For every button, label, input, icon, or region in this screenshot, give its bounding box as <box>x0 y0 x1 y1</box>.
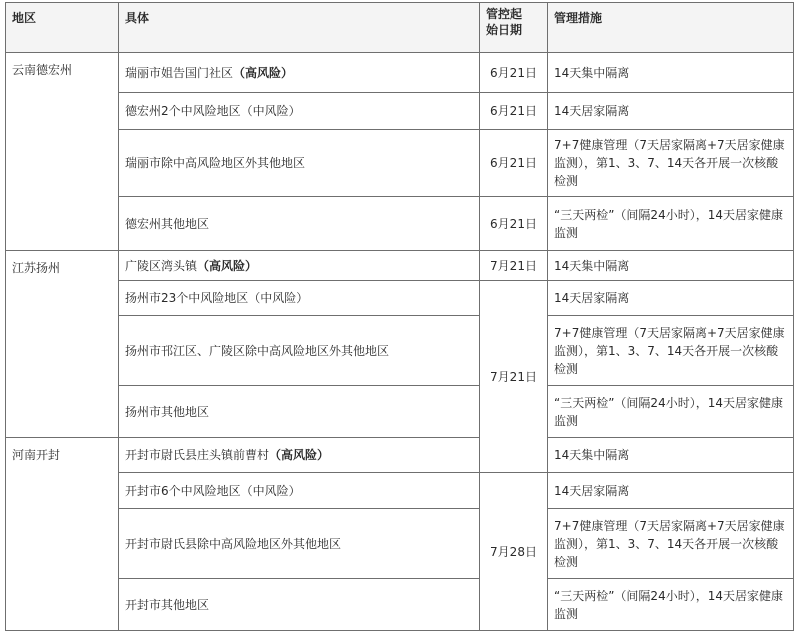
table-row <box>6 197 794 251</box>
detail-cell <box>119 438 480 473</box>
measure-cell: 14天居家隔离 <box>548 93 794 130</box>
table-row <box>6 438 794 473</box>
date-cell: 7月28日 <box>480 473 548 631</box>
detail-text: 开封市尉氏县庄头镇前曹村 <box>125 448 270 462</box>
date-cell: 6月21日 <box>480 130 548 197</box>
table-row <box>6 251 794 281</box>
detail-cell <box>119 251 480 281</box>
detail-cell: 扬州市邗江区、广陵区除中高风险地区外其他地区 <box>119 316 480 386</box>
date-cell: 6月21日 <box>480 93 548 130</box>
risk-label: （高风险） <box>269 448 330 462</box>
risk-label: （高风险） <box>233 65 294 80</box>
region-cell: 河南开封 <box>6 438 119 631</box>
detail-cell: 扬州市其他地区 <box>119 386 480 438</box>
measure-cell: 14天居家隔离 <box>548 281 794 316</box>
measure-cell: 7+7健康管理（7天居家隔离+7天居家健康监测），第1、3、7、14天各开展一次核酸检测 <box>548 509 794 579</box>
risk-label: （高风险） <box>197 258 258 273</box>
detail-cell: 瑞丽市除中高风险地区外其他地区 <box>119 130 480 197</box>
detail-cell: 德宏州其他地区 <box>119 197 480 251</box>
measure-cell: “三天两检”（间隔24小时），14天居家健康监测 <box>548 197 794 251</box>
date-cell: 6月21日 <box>480 197 548 251</box>
control-measures-table <box>5 2 794 631</box>
header-row <box>6 3 794 53</box>
measure-cell: “三天两检”（间隔24小时），14天居家健康监测 <box>548 386 794 438</box>
region-cell: 云南德宏州 <box>6 53 119 251</box>
region-cell: 江苏扬州 <box>6 251 119 438</box>
header-measures: 管理措施 <box>548 3 794 53</box>
header-start-date-line2: 始日期 <box>486 23 523 37</box>
detail-text: 广陵区湾头镇 <box>125 258 198 273</box>
table-row <box>6 386 794 438</box>
table-row <box>6 579 794 631</box>
date-cell: 7月21日 <box>480 281 548 473</box>
header-detail: 具体 <box>119 3 480 53</box>
measure-cell: 14天集中隔离 <box>548 438 794 473</box>
measure-cell: 14天集中隔离 <box>548 251 794 281</box>
detail-cell: 扬州市23个中风险地区（中风险） <box>119 281 480 316</box>
measure-cell: “三天两检”（间隔24小时），14天居家健康监测 <box>548 579 794 631</box>
table-row <box>6 316 794 386</box>
detail-cell <box>119 53 480 93</box>
measure-cell: 14天居家隔离 <box>548 473 794 509</box>
header-start-date <box>480 3 548 53</box>
detail-cell: 开封市尉氏县除中高风险地区外其他地区 <box>119 509 480 579</box>
date-cell: 7月21日 <box>480 251 548 281</box>
detail-cell: 开封市其他地区 <box>119 579 480 631</box>
detail-cell: 开封市6个中风险地区（中风险） <box>119 473 480 509</box>
measure-cell: 7+7健康管理（7天居家隔离+7天居家健康监测），第1、3、7、14天各开展一次核酸检测 <box>548 316 794 386</box>
detail-text: 瑞丽市姐告国门社区 <box>125 65 234 80</box>
table-row <box>6 93 794 130</box>
table-row <box>6 281 794 316</box>
measure-cell: 7+7健康管理（7天居家隔离+7天居家健康监测），第1、3、7、14天各开展一次核酸检测 <box>548 130 794 197</box>
measure-cell: 14天集中隔离 <box>548 53 794 93</box>
header-region: 地区 <box>6 3 119 53</box>
detail-cell: 德宏州2个中风险地区（中风险） <box>119 93 480 130</box>
table-row <box>6 473 794 509</box>
date-cell: 6月21日 <box>480 53 548 93</box>
table-row <box>6 53 794 93</box>
table-row <box>6 130 794 197</box>
header-start-date-line1: 管控起 <box>486 7 523 21</box>
table-row <box>6 509 794 579</box>
